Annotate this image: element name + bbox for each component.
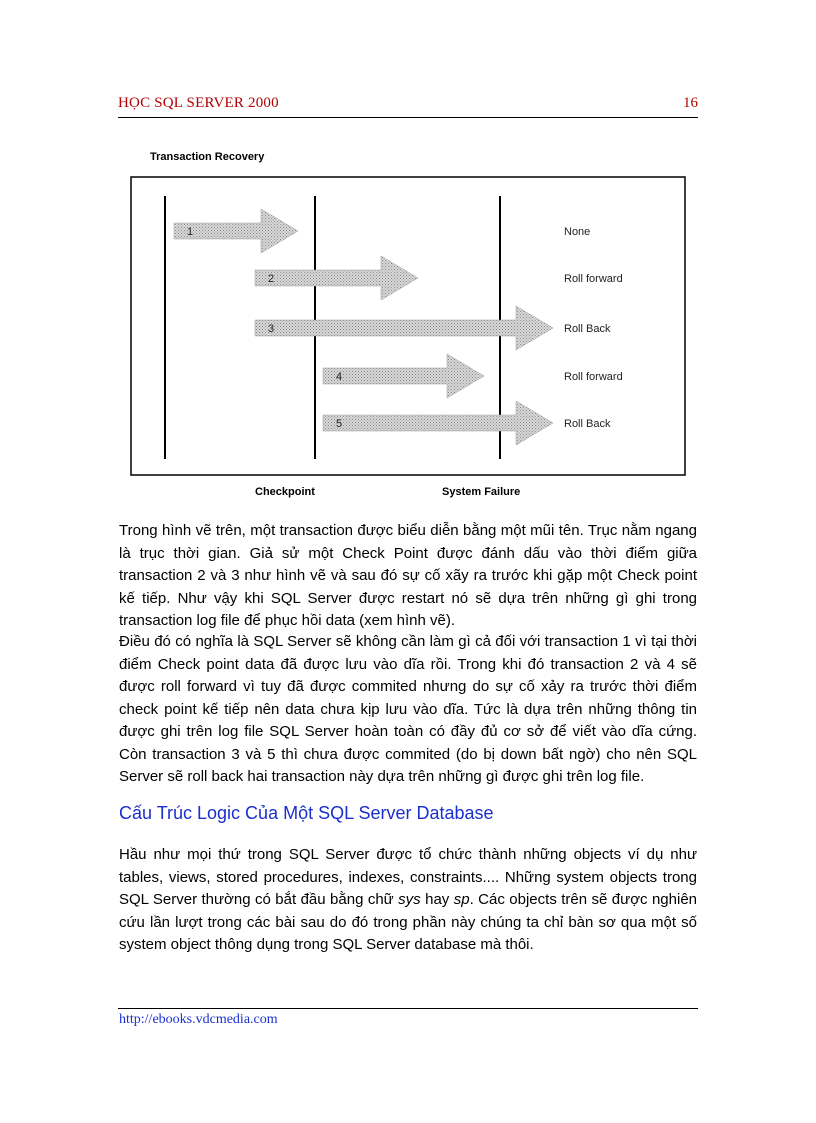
paragraph-3-text-b: hay bbox=[420, 891, 454, 908]
transaction-recovery-diagram bbox=[130, 176, 686, 476]
paragraph-3-text-c: . Các objects trên sẽ được nghiên cứu lần lượt trong các bài sau do đó trong phần này chúng ta chỉ bàn sơ qua một số system object thông dụng trong SQL Server database mà thôi. bbox=[119, 891, 698, 953]
sys-prefix: sys bbox=[398, 891, 421, 908]
paragraph-2: Điều đó có nghĩa là SQL Server sẽ không cần làm gì cả đối với transaction 1 vì tại thời điểm Check point data đã được lưu vào dĩa rồi. Trong khi đó transaction 2 và 4 sẽ được roll forward vì tuy đã được commited nhưng do sự cố xảy ra trước thời điểm check point kế tiếp nên data chưa kịp lưu vào dĩa. Tức là dựa trên những thông tin được ghi trên log file SQL Server hoàn toàn có đầy đủ cơ sở để viết vào dĩa cứng. Còn transaction 3 và 5 thì chưa được commited (do bị down bất ngờ) cho nên SQL Server sẽ roll back hai transaction này dựa trên những gì được ghi trên log file. bbox=[119, 633, 697, 785]
paragraph-3 bbox=[119, 844, 697, 957]
transaction-number-4: 4 bbox=[336, 371, 343, 383]
header-title: HỌC SQL SERVER 2000 bbox=[118, 95, 279, 111]
footer-link[interactable]: http://ebooks.vdcmedia.com bbox=[119, 1012, 278, 1027]
sp-prefix: sp bbox=[453, 891, 470, 908]
paragraph-1: Trong hình vẽ trên, một transaction được biểu diễn bằng một mũi tên. Trục nằm ngang là trục thời gian. Giả sử một Check Point được đánh dấu vào thời điểm giữa transaction 2 và 3 như hình vẽ và sau đó sự cố xãy ra trước khi gặp một Check point kế tiếp. Như vậy khi SQL Server được restart nó sẽ dựa trên những gì ghi trong transaction log file để phục hồi data (xem hình vẽ). bbox=[119, 522, 697, 629]
paragraph-3-text-a: Hầu như mọi thứ trong SQL Server được tổ chức thành những objects ví dụ như tables, views, stored procedures, indexes, constraints.... Những system objects trong SQL Server thường có bắt đầu bằng chữ bbox=[119, 846, 697, 908]
system-failure-label: System Failure bbox=[442, 486, 521, 498]
transaction-outcome-2: Roll forward bbox=[564, 273, 623, 285]
footer-rule bbox=[118, 1008, 698, 1009]
checkpoint-label: Checkpoint bbox=[255, 486, 315, 498]
transaction-outcome-4: Roll forward bbox=[564, 371, 623, 383]
transaction-number-1: 1 bbox=[187, 226, 194, 238]
section-heading: Cấu Trúc Logic Của Một SQL Server Database bbox=[119, 803, 494, 823]
page-number: 16 bbox=[683, 95, 698, 111]
transaction-number-2: 2 bbox=[268, 273, 275, 285]
transaction-outcome-1: None bbox=[564, 226, 591, 238]
diagram-title: Transaction Recovery bbox=[150, 151, 265, 163]
transaction-number-3: 3 bbox=[268, 323, 275, 335]
transaction-number-5: 5 bbox=[336, 418, 343, 430]
transaction-outcome-5: Roll Back bbox=[564, 418, 611, 430]
page-header bbox=[118, 95, 698, 118]
transaction-outcome-3: Roll Back bbox=[564, 323, 611, 335]
